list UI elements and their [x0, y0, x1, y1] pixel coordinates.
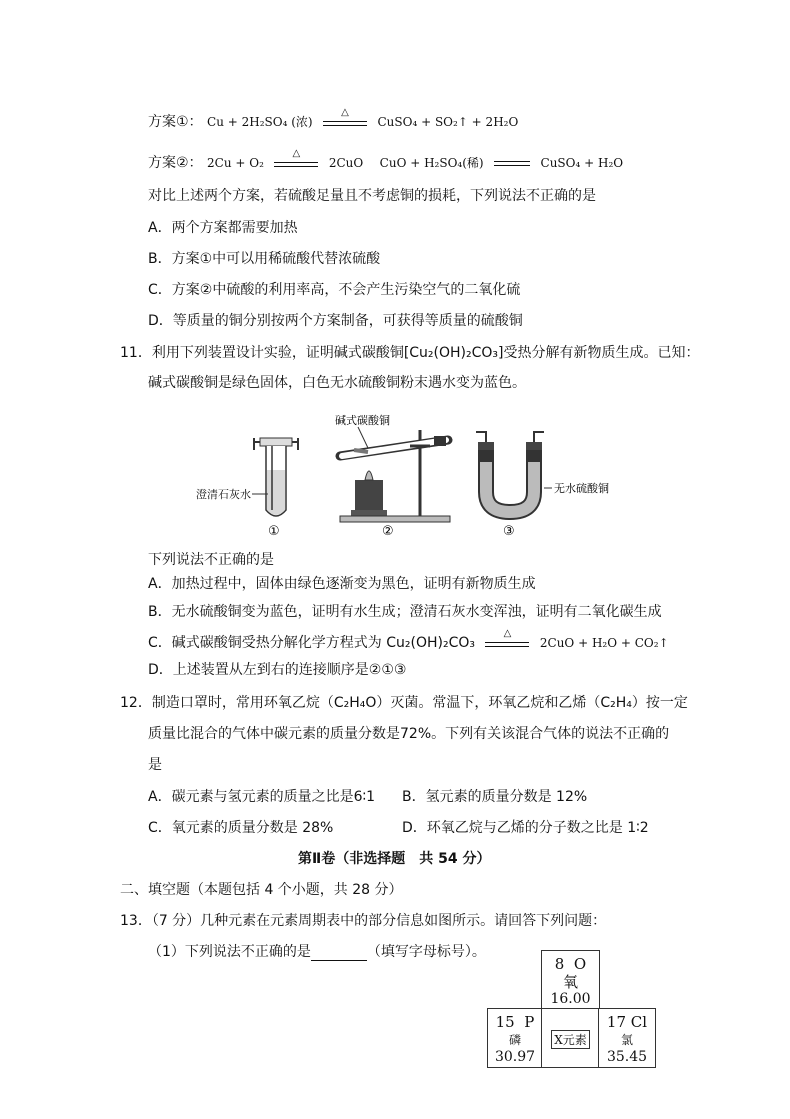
scheme2-equation — [148, 148, 624, 172]
heat-condition-arrow: △ — [274, 156, 318, 170]
q11-line1: 11．利用下列装置设计实验，证明碱式碳酸铜[Cu₂(OH)₂CO₃]受热分解有新物质生成。已知： — [120, 345, 700, 361]
q10-option-a: A．两个方案都需要加热 — [148, 220, 298, 236]
q11-option-c — [148, 628, 669, 652]
q10-option-b: B．方案①中可以用稀硫酸代替浓硫酸 — [148, 251, 381, 267]
q10-stem: 对比上述两个方案，若硫酸足量且不考虑铜的损耗，下列说法不正确的是 — [148, 188, 596, 204]
scheme2-label: 方案②： — [148, 155, 203, 171]
limewater-test-tube — [254, 438, 298, 516]
u-tube — [476, 432, 544, 512]
q12-line2: 质量比混合的气体中碳元素的质量分数是72%。下列有关该混合气体的说法不正确的 — [148, 726, 670, 742]
scheme2-r2: CuO + H₂SO₄(稀) — [379, 156, 484, 170]
q11-option-c-post: 2CuO + H₂O + CO₂↑ — [539, 636, 669, 650]
q12-line1: 12．制造口罩时，常用环氧乙烷（C₂H₄O）灭菌。常温下，环氧乙烷和乙烯（C₂H₄）按一定 — [120, 695, 688, 711]
heat-condition-arrow: △ — [323, 115, 367, 129]
scheme2-p2: CuSO₄ + H₂O — [540, 156, 624, 170]
heat-condition-arrow: △ — [485, 636, 529, 650]
scheme1-reactants: Cu + 2H₂SO₄ (浓) — [207, 115, 313, 129]
label-n3: ③ — [503, 524, 515, 539]
label-anhydrous-copper-sulfate: 无水硫酸铜 — [554, 482, 609, 495]
element-oxygen: 8 O 氧 16.00 — [541, 950, 600, 1010]
q11-option-b: B．无水硫酸铜变为蓝色，证明有水生成；澄清石灰水变浑浊，证明有二氧化碳生成 — [148, 604, 662, 620]
q10-option-c: C．方案②中硫酸的利用率高，不会产生污染空气的二氧化硫 — [148, 282, 521, 298]
label-n1: ① — [268, 524, 280, 539]
q13-sub1-pre: （1）下列说法不正确的是 — [148, 944, 311, 960]
apparatus-figure — [190, 410, 640, 545]
q12-option-b: B．氢元素的质量分数是 12% — [402, 789, 588, 805]
element-x: X元素 — [541, 1008, 600, 1068]
element-chlorine: 17 Cl 氯 35.45 — [598, 1008, 656, 1068]
label-limewater: 澄清石灰水 — [196, 488, 251, 501]
q12-option-d: D．环氧乙烷与乙烯的分子数之比是 1∶2 — [402, 820, 649, 836]
label-basic-copper-carbonate: 碱式碳酸铜 — [335, 414, 390, 427]
q13-sub1-post: （填写字母标号）。 — [366, 944, 486, 960]
q10-option-d: D．等质量的铜分别按两个方案制备，可获得等质量的硫酸铜 — [148, 313, 523, 329]
answer-blank[interactable] — [311, 946, 367, 961]
q12-option-a: A．碳元素与氢元素的质量之比是6∶1 — [148, 789, 376, 805]
element-phosphorus: 15 P 磷 30.97 — [487, 1008, 543, 1068]
section2-title: 第Ⅱ卷（非选择题 共 54 分） — [298, 851, 491, 867]
scheme1-equation — [148, 107, 519, 131]
q13-stem: 13．（7 分）几种元素在元素周期表中的部分信息如图所示。请回答下列问题： — [120, 913, 607, 929]
label-n2: ② — [382, 524, 394, 539]
q11-option-a: A．加热过程中，固体由绿色逐渐变为黑色，证明有新物质生成 — [148, 576, 536, 592]
q11-stem: 下列说法不正确的是 — [148, 552, 274, 568]
scheme1-label: 方案①： — [148, 114, 203, 130]
q12-line3: 是 — [148, 757, 162, 773]
q13-sub1 — [148, 943, 486, 961]
q11-option-c-pre: C．碱式碳酸铜受热分解化学方程式为 Cu₂(OH)₂CO₃ — [148, 635, 475, 651]
q11-line2: 碱式碳酸铜是绿色固体，白色无水硫酸铜粉末遇水变为蓝色。 — [148, 375, 526, 391]
section2-part: 二、填空题（本题包括 4 个小题，共 28 分） — [120, 882, 403, 898]
q11-option-d: D．上述装置从左到右的连接顺序是②①③ — [148, 662, 407, 678]
scheme1-products: CuSO₄ + SO₂↑ + 2H₂O — [377, 115, 519, 129]
scheme2-p1: 2CuO — [328, 156, 364, 170]
heating-apparatus — [340, 430, 450, 522]
scheme2-r1: 2Cu + O₂ — [207, 156, 264, 170]
q12-option-c: C．氧元素的质量分数是 28% — [148, 820, 334, 836]
equals-sign — [494, 157, 530, 169]
